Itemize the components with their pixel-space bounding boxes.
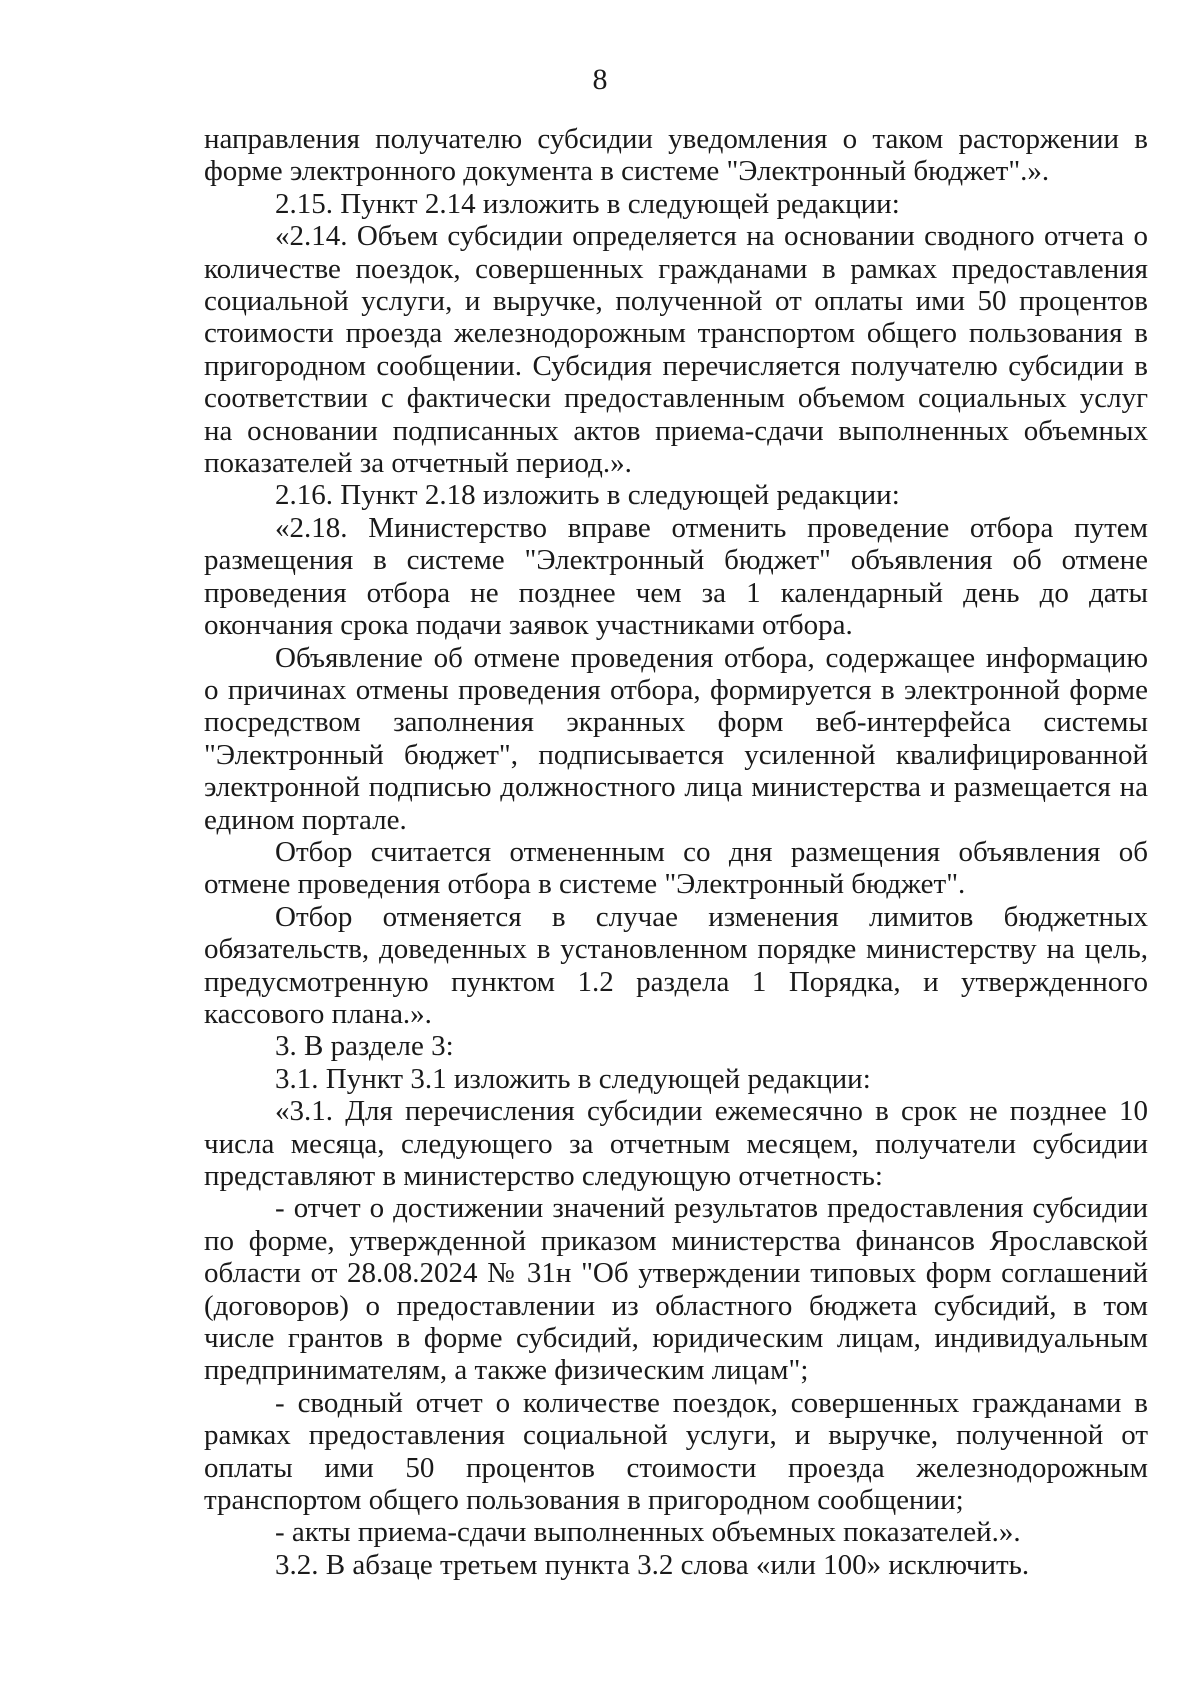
paragraph-cancellation-notice: Объявление об отмене проведения отбора, содержащее информацию о причинах отмены проведения отбора, формируется в электронной форме посредством заполнения экранных форм веб-интерфейса системы "Электронный бюджет", подписывается усиленной квалифицированной электронной подписью должностного лица министерства и размещается на едином портале. [204, 641, 1148, 836]
paragraph-acceptance-acts: - акты приема-сдачи выполненных объемных показателей.». [275, 1516, 1021, 1549]
paragraph-section-3: 3. В разделе 3: [275, 1030, 454, 1063]
paragraph-quote-2-14: «2.14. Объем субсидии определяется на основании сводного отчета о количестве поездок, совершенных гражданами в рамках предоставления социальной услуги, и выручке, полученной от оплаты ими 50 процентов стоимости проезда железнодорожным транспортом общего пользования в пригородном сообщении. Субсидия перечисляется получателю субсидии в соответствии с фактически предоставленным объемом социальных услуг на основании подписанных актов приема-сдачи выполненных объемных показателей за отчетный период.». [204, 220, 1148, 480]
paragraph-item-3-1: 3.1. Пункт 3.1 изложить в следующей редакции: [275, 1062, 871, 1095]
paragraph-selection-cancelled: Отбор считается отмененным со дня размещения объявления об отмене проведения отбора в системе "Электронный бюджет". [204, 835, 1148, 901]
paragraph-continuation: направления получателю субсидии уведомления о таком расторжении в форме электронного документа в системе "Электронный бюджет".». [204, 123, 1148, 188]
paragraph-item-2-15: 2.15. Пункт 2.14 изложить в следующей редакции: [275, 187, 900, 220]
paragraph-selection-cancel-case: Отбор отменяется в случае изменения лимитов бюджетных обязательств, доведенных в установленном порядке министерству на цель, предусмотренную пунктом 1.2 раздела 1 Порядка, и утвержденного кассового плана.». [204, 900, 1148, 1030]
paragraph-summary-report: - сводный отчет о количестве поездок, совершенных гражданами в рамках предоставления социальной услуги, и выручке, полученной от оплаты ими 50 процентов стоимости проезда железнодорожным транспортом общего пользования в пригородном сообщении; [204, 1386, 1148, 1517]
paragraph-quote-2-18: «2.18. Министерство вправе отменить проведение отбора путем размещения в системе "Электронный бюджет" объявления об отмене проведения отбора не позднее чем за 1 календарный день до даты окончания срока подачи заявок участниками отбора. [204, 511, 1148, 642]
paragraph-item-3-2: 3.2. В абзаце третьем пункта 3.2 слова «или 100» исключить. [275, 1548, 1030, 1581]
paragraph-report-results: - отчет о достижении значений результатов предоставления субсидии по форме, утвержденной приказом министерства финансов Ярославской области от 28.08.2024 № 31н "Об утверждении типовых форм соглашений (договоров) о предоставлении из областного бюджета субсидий, в том числе грантов в форме субсидий, юридическим лицам, индивидуальным предпринимателям, а также физическим лицам"; [204, 1192, 1148, 1387]
page-number: 8 [592, 63, 608, 96]
paragraph-item-2-16: 2.16. Пункт 2.18 изложить в следующей редакции: [275, 479, 900, 512]
paragraph-quote-3-1: «3.1. Для перечисления субсидии ежемесячно в срок не позднее 10 числа месяца, следующего за отчетным месяцем, получатели субсидии представляют в министерство следующую отчетность: [204, 1095, 1148, 1192]
document-body [204, 123, 1148, 1581]
